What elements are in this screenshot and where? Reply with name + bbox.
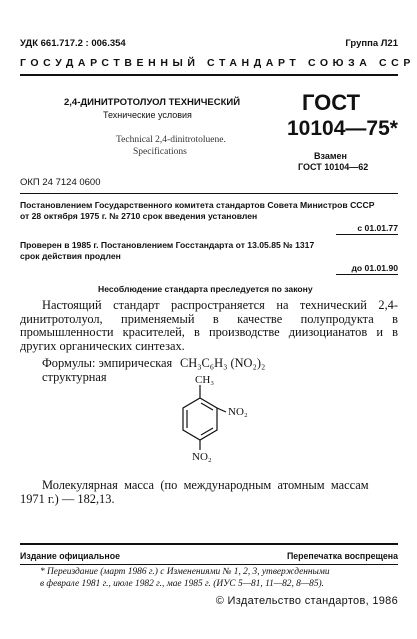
- structural-label: структурная: [42, 370, 107, 384]
- structural-formula-diagram: [150, 380, 270, 460]
- udk-code: УДК 661.717.2 : 006.354: [20, 38, 126, 49]
- formula-label: Формулы: эмпирическая: [42, 356, 173, 370]
- molar-mass-line2: 1971 г.) — 182,13.: [20, 492, 115, 506]
- official-edition: Издание официальное: [20, 551, 120, 561]
- gost-label: ГОСТ: [302, 90, 361, 115]
- group-code: Группа Л21: [345, 38, 398, 49]
- replaces-standard: ГОСТ 10104—62: [298, 162, 369, 172]
- review-date-underline: [336, 274, 398, 275]
- title-ru: 2,4-ДИНИТРОТОЛУОЛ ТЕХНИЧЕСКИЙ: [64, 97, 241, 108]
- okp-rule: [20, 193, 398, 194]
- review-line1: Проверен в 1985 г. Постановлением Госстандарта от 13.05.85 № 1317: [20, 240, 315, 250]
- scope-paragraph: Настоящий стандарт распространяется на технический 2,4-динитротолуол, применяемый в качестве полупродукта в промышленности красителей, в производстве диизоцианатов и в других органических синтезах.: [20, 298, 398, 353]
- subtitle-ru: Технические условия: [103, 110, 192, 120]
- title-en: Technical 2,4-dinitrotoluene.: [116, 135, 226, 145]
- reissue-note-line1: * Переиздание (март 1986 г.) с Изменениями № 1, 2, 3, утвержденными: [40, 567, 330, 577]
- reprint-prohibited: Перепечатка воспрещена: [286, 551, 398, 561]
- footer-rule-thin: [20, 564, 398, 565]
- review-date: до 01.01.90: [351, 263, 398, 273]
- bond-no2-ortho: [217, 408, 226, 412]
- replaces-label: Взамен: [314, 151, 347, 161]
- gost-number: 10104—75*: [287, 117, 398, 140]
- empirical-formula: CH₃C₆H₃ (NO₂)₂: [180, 356, 266, 370]
- law-warning: Несоблюдение стандарта преследуется по закону: [98, 284, 313, 294]
- decree-date: с 01.01.77: [357, 223, 398, 233]
- review-line2: срок действия продлен: [20, 251, 121, 261]
- subtitle-en: Specifications: [133, 147, 187, 157]
- no2-para-group: NO₂: [192, 451, 212, 463]
- header-rule: [20, 74, 398, 76]
- reissue-note-line2: в феврале 1981 г., июле 1982 г., мае 1985 г. (ИУС 5—81, 11—82, 8—85).: [40, 579, 325, 589]
- footer-rule: [20, 543, 398, 545]
- no2-ortho-group: NO₂: [228, 406, 248, 418]
- okp-code: ОКП 24 7124 0600: [20, 177, 101, 188]
- ch3-group: CH₃: [195, 374, 215, 386]
- decree-line1: Постановлением Государственного комитета стандартов Совета Министров СССР: [20, 200, 375, 210]
- authority-heading: ГОСУДАРСТВЕННЫЙ СТАНДАРТ СОЮЗА ССР: [20, 57, 415, 69]
- decree-line2: от 28 октября 1975 г. № 2710 срок введения установлен: [20, 211, 258, 221]
- benzene-ring: [183, 398, 217, 440]
- decree-date-underline: [336, 234, 398, 235]
- molar-mass-line1: Молекулярная масса (по международным атомным массам: [42, 478, 369, 492]
- copyright: © Издательство стандартов, 1986: [215, 595, 398, 607]
